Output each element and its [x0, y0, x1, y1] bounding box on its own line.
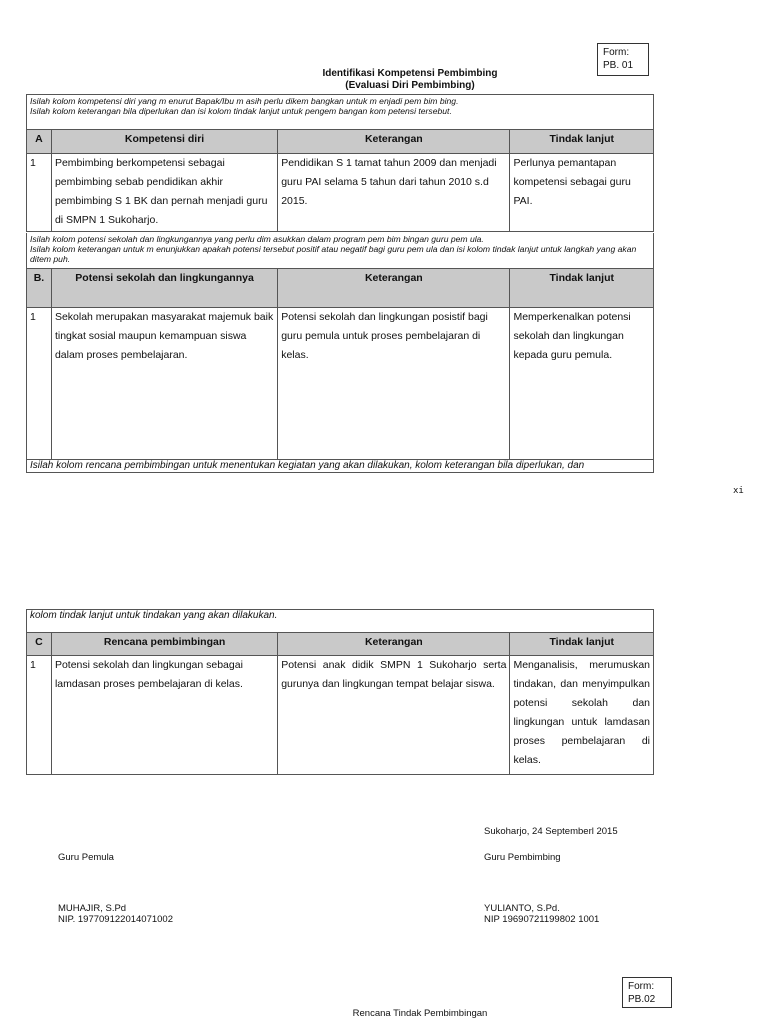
row-item: Sekolah merupakan masyarakat majemuk baik tingkat sosial maupun kemampuan siswa dalam proses pembelajaran.: [52, 308, 278, 459]
form-label: Form:: [628, 981, 655, 992]
section-a-header: [26, 129, 654, 154]
row-keterangan: Potensi anak didik SMPN 1 Sukoharjo serta gurunya dan lingkungan tempat belajar siswa.: [278, 656, 510, 774]
section-b-instruction: Isilah kolom potensi sekolah dan lingkungannya yang perlu dim asukkan dalam program pem bim bingan guru pem ula. Isilah kolom keterangan untuk m enunjukkan apakah potensi tersebut positif atau negatif bagi guru pem ula dan isi kolom tindak lanjut untuk langkah yang akan ditem puh.: [26, 233, 654, 268]
section-c-header: [26, 632, 654, 656]
signature-right-nip: NIP 19690721199802 1001: [484, 914, 600, 925]
header-col-item: Potensi sekolah dan lingkungannya: [52, 269, 278, 307]
title-line-1: Identifikasi Kompetensi Pembimbing: [322, 68, 498, 79]
signature-place-date: Sukoharjo, 24 Septemberl 2015: [484, 826, 618, 837]
title-line-2: (Evaluasi Diri Pembimbing): [345, 80, 475, 91]
table-row: [26, 308, 654, 460]
section-c: [26, 609, 654, 775]
next-page-title: Rencana Tindak Pembimbingan: [352, 1008, 488, 1019]
signature-left-name: MUHAJIR, S.Pd: [58, 903, 127, 914]
row-keterangan: Pendidikan S 1 tamat tahun 2009 dan menjadi guru PAI selama 5 tahun dari tahun 2010 s.d 2015.: [278, 154, 510, 231]
section-c-instruction: kolom tindak lanjut untuk tindakan yang akan dilakukan.: [26, 609, 654, 632]
header-col-no: B.: [27, 269, 52, 307]
header-col-keterangan: Keterangan: [278, 130, 510, 153]
header-col-no: A: [27, 130, 52, 153]
section-a: [26, 94, 654, 232]
row-tindak-lanjut: Perlunya pemantapan kompetensi sebagai guru PAI.: [513, 157, 631, 207]
row-item: Potensi sekolah dan lingkungan sebagai lamdasan proses pembelajaran di kelas.: [52, 656, 278, 774]
section-b-header: [26, 268, 654, 308]
header-col-tindak: Tindak lanjut: [549, 636, 615, 648]
form-code-box-2: [622, 977, 672, 1008]
header-col-keterangan: Keterangan: [278, 269, 510, 307]
header-col-keterangan: Keterangan: [278, 633, 510, 655]
table-row: [26, 154, 654, 232]
row-number: 1: [27, 154, 52, 231]
header-col-tindak: Tindak lanjut: [549, 133, 615, 145]
page-title: [290, 68, 530, 92]
row-number: 1: [27, 656, 52, 774]
row-tindak-lanjut: Menganalisis, merumuskan tindakan, dan menyimpulkan potensi sekolah dan lingkungan untuk lamdasan proses pembelajaran di kelas.: [513, 659, 650, 766]
header-col-item: Rencana pembimbingan: [52, 633, 278, 655]
row-number: 1: [27, 308, 52, 459]
page-marker: xi: [733, 486, 744, 496]
section-c-instruction-start: Isilah kolom rencana pembimbingan untuk menentukan kegiatan yang akan dilakukan, kolom keterangan bila diperlukan, dan: [26, 460, 654, 473]
row-keterangan: Potensi sekolah dan lingkungan posistif bagi guru pemula untuk proses pembelajaran di kelas.: [278, 308, 510, 459]
table-row: [26, 656, 654, 775]
section-a-instruction: Isilah kolom kompetensi diri yang m enurut Bapak/Ibu m asih perlu dikem bangkan untuk m enjadi pem bim bing. Isilah kolom keterangan bila diperlukan dan isi kolom tindak lanjut untuk pengem bangan kom petensi tersebut.: [26, 94, 654, 129]
header-col-tindak: Tindak lanjut: [549, 272, 615, 284]
header-col-no: C: [27, 633, 52, 655]
signature-right-name: YULIANTO, S.Pd.: [484, 903, 560, 914]
row-item: Pembimbing berkompetensi sebagai pembimbing sebab pendidikan akhir pembimbing S 1 BK dan pernah menjadi guru di SMPN 1 Sukoharjo.: [52, 154, 278, 231]
form-code-box: [597, 43, 649, 76]
form-label: Form:: [603, 47, 630, 58]
form-code: PB.02: [628, 994, 656, 1005]
header-col-item: Kompetensi diri: [52, 130, 278, 153]
section-b: [26, 233, 654, 473]
signature-left-nip: NIP. 197709122014071002: [58, 914, 173, 925]
row-tindak-lanjut: Memperkenalkan potensi sekolah dan lingkungan kepada guru pemula.: [513, 311, 631, 361]
form-code: PB. 01: [603, 60, 634, 71]
signature-right-role: Guru Pembimbing: [484, 852, 561, 863]
signature-left-role: Guru Pemula: [58, 852, 114, 863]
